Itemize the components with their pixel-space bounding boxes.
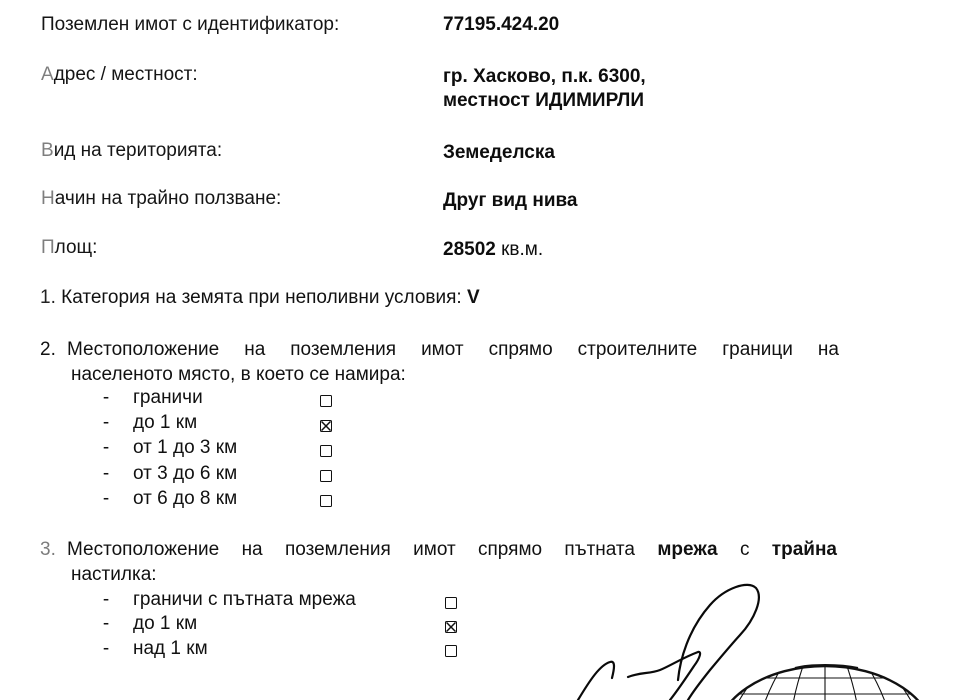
checkbox-road-up-to-1km-checked[interactable] — [445, 621, 457, 633]
option-dash: - — [102, 589, 110, 610]
checkbox-borders-road[interactable] — [445, 597, 457, 609]
territory-value: Земеделска — [443, 142, 555, 163]
section-3-heading-line1 — [67, 539, 837, 561]
identifier-value: 77195.424.20 — [443, 14, 560, 35]
word: поземления — [290, 339, 397, 360]
checkbox-1-to-3km[interactable] — [320, 445, 332, 457]
address-label-text: дрес / местност: — [53, 64, 198, 85]
section-3-number: 3. — [40, 539, 56, 560]
section-1-text: Категория на земята при неполивни условия: — [61, 287, 462, 308]
word: Местоположение — [67, 539, 220, 560]
usage-value: Друг вид нива — [443, 190, 578, 211]
word: граници — [722, 339, 793, 360]
option-label-3-to-6km: от 3 до 6 км — [133, 463, 238, 484]
option-label-borders-road: граничи с пътната мрежа — [133, 589, 356, 610]
section-1 — [40, 287, 480, 309]
address-line-1: гр. Хасково, п.к. 6300, — [443, 66, 646, 87]
address-label-initial: А — [41, 64, 54, 85]
option-dash: - — [102, 463, 110, 484]
section-3-heading-line2: настилка: — [71, 564, 157, 585]
section-2-number: 2. — [40, 339, 56, 360]
word: трайна — [771, 539, 837, 560]
word: Местоположение — [67, 339, 220, 360]
x-mark-icon — [446, 622, 456, 632]
area-label — [41, 237, 97, 259]
usage-label-initial: Н — [41, 188, 55, 209]
word: строителните — [577, 339, 698, 360]
section-2-heading-line2: населеното място, в което се намира: — [71, 364, 406, 385]
option-dash: - — [102, 613, 110, 634]
checkbox-bordering[interactable] — [320, 395, 332, 407]
option-dash: - — [102, 387, 110, 408]
word: на — [241, 539, 263, 560]
option-label-1-to-3km: от 1 до 3 км — [133, 437, 238, 458]
section-1-number: 1. — [40, 287, 56, 308]
territory-label-text: ид на територията: — [53, 140, 223, 161]
territory-label-initial: В — [41, 140, 54, 161]
checkbox-over-1km[interactable] — [445, 645, 457, 657]
globe-stamp-icon — [700, 650, 965, 700]
word: на — [244, 339, 266, 360]
option-dash: - — [102, 488, 110, 509]
usage-label-text: ачин на трайно ползване: — [54, 188, 282, 209]
area-label-initial: П — [41, 237, 55, 258]
x-mark-icon — [321, 421, 331, 431]
option-dash: - — [102, 437, 110, 458]
area-number: 28502 — [443, 239, 496, 260]
usage-label — [41, 188, 281, 210]
word: имот — [413, 539, 456, 560]
word: спрямо — [488, 339, 553, 360]
address-label — [41, 64, 198, 86]
word: спрямо — [478, 539, 543, 560]
word: поземления — [284, 539, 391, 560]
address-locality-name: ИДИМИРЛИ — [535, 90, 645, 111]
address-line-2 — [443, 90, 644, 112]
area-value — [443, 239, 543, 261]
option-dash: - — [102, 412, 110, 433]
identifier-label: Поземлен имот с идентификатор: — [41, 14, 340, 35]
checkbox-6-to-8km[interactable] — [320, 495, 332, 507]
option-label-over-1km: над 1 км — [133, 638, 208, 659]
option-label-bordering: граничи — [133, 387, 203, 408]
word: имот — [421, 339, 464, 360]
section-2-heading-line1 — [67, 339, 839, 361]
area-unit: кв.м. — [495, 239, 544, 260]
checkbox-up-to-1km-checked[interactable] — [320, 420, 332, 432]
word: мрежа — [657, 539, 718, 560]
option-dash: - — [102, 638, 110, 659]
option-label-up-to-1km: до 1 км — [133, 412, 198, 433]
word: пътната — [564, 539, 635, 560]
area-label-text: лощ: — [54, 237, 98, 258]
territory-label — [41, 140, 222, 162]
word: с — [739, 539, 750, 560]
option-label-road-up-to-1km: до 1 км — [133, 613, 198, 634]
address-locality-prefix: местност — [443, 90, 536, 111]
option-label-6-to-8km: от 6 до 8 км — [133, 488, 238, 509]
section-1-value: V — [466, 287, 480, 308]
word: на — [817, 339, 839, 360]
checkbox-3-to-6km[interactable] — [320, 470, 332, 482]
